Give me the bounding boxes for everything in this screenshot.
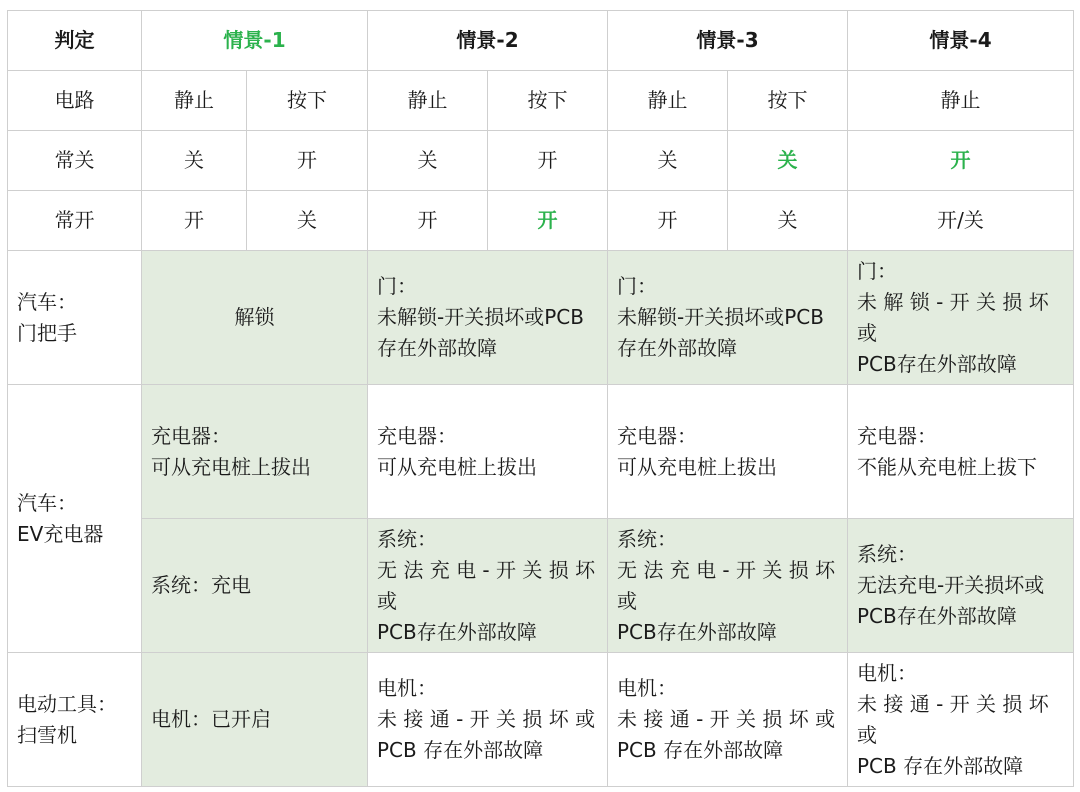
ev-system-s2-line: PCB存在外部故障 — [377, 619, 537, 644]
row-label-nc: 常关 — [8, 131, 142, 191]
nc-cell: 关 — [608, 131, 728, 191]
circuit-cell: 按下 — [247, 71, 368, 131]
car-door-s2-line: 存在外部故障 — [377, 336, 497, 360]
power-tool-s3-line: PCB 存在外部故障 — [617, 738, 784, 762]
header-scenario-1: 情景-1 — [142, 11, 368, 71]
ev-system-s4-line: PCB存在外部故障 — [857, 604, 1017, 628]
no-row — [8, 191, 1074, 251]
circuit-row — [8, 71, 1074, 131]
power-tool-s2 — [368, 653, 608, 787]
ev-charger-s3-line: 充电器： — [617, 423, 697, 448]
ev-charger-s2-line: 充电器： — [377, 423, 457, 448]
ev-system-s4-line: 无法充电-开关损坏或 — [857, 573, 1045, 597]
ev-charger-s2-line: 可从充电桩上拔出 — [377, 454, 537, 479]
car-door-s4-line: 未 解 锁 - 开 关 损 坏 或 — [857, 289, 1049, 345]
ev-charger-row — [8, 385, 1074, 519]
car-door-s1: 解锁 — [142, 251, 368, 385]
ev-system-s2-line: 系统： — [377, 526, 437, 551]
row-label-circuit: 电路 — [8, 71, 142, 131]
power-tool-s1: 电机：已开启 — [142, 653, 368, 787]
car-door-s3-line: 门： — [617, 274, 657, 298]
ev-charger-s1 — [142, 385, 368, 519]
power-tool-s4-line: 电机： — [857, 660, 917, 685]
power-tool-s3-line: 电机： — [617, 676, 677, 700]
car-door-s4-line: PCB存在外部故障 — [857, 351, 1017, 376]
ev-system-row — [8, 519, 1074, 653]
scenario-table-container — [7, 10, 1074, 787]
circuit-cell: 静止 — [142, 71, 247, 131]
car-door-s4 — [848, 251, 1074, 385]
ev-label-line1: 汽车： — [17, 490, 77, 515]
ev-charger-s2 — [368, 385, 608, 519]
scenario-table — [7, 10, 1074, 787]
nc-cell: 开 — [247, 131, 368, 191]
header-scenario-3: 情景-3 — [608, 11, 848, 71]
car-door-label-line2: 门把手 — [17, 320, 77, 345]
row-label-power-tool — [8, 653, 142, 787]
circuit-cell: 静止 — [848, 71, 1074, 131]
power-tool-label-line1: 电动工具： — [17, 691, 117, 716]
nc-cell-highlight: 关 — [728, 131, 848, 191]
header-label: 判定 — [8, 11, 142, 71]
nc-cell: 关 — [142, 131, 247, 191]
ev-system-s3 — [608, 519, 848, 653]
row-label-ev-charger — [8, 385, 142, 653]
ev-charger-s1-line: 充电器： — [151, 423, 231, 448]
car-door-s2 — [368, 251, 608, 385]
ev-label-line2: EV充电器 — [17, 521, 104, 546]
car-door-s4-line: 门： — [857, 258, 897, 283]
ev-system-s1: 系统：充电 — [142, 519, 368, 653]
circuit-cell: 静止 — [608, 71, 728, 131]
header-row — [8, 11, 1074, 71]
car-door-s2-line: 未解锁-开关损坏或PCB — [377, 305, 584, 329]
ev-system-s2-line: 无 法 充 电 - 开 关 损 坏 或 — [377, 557, 596, 613]
ev-charger-s4 — [848, 385, 1074, 519]
car-door-row — [8, 251, 1074, 385]
no-cell: 关 — [728, 191, 848, 251]
ev-charger-s4-line: 不能从充电桩上拔下 — [857, 454, 1037, 479]
circuit-cell: 按下 — [488, 71, 608, 131]
no-cell: 开/关 — [848, 191, 1074, 251]
power-tool-s2-line: 电机： — [377, 676, 437, 700]
ev-charger-s3 — [608, 385, 848, 519]
power-tool-row — [8, 653, 1074, 787]
ev-system-s4-line: 系统： — [857, 542, 917, 566]
no-cell: 关 — [247, 191, 368, 251]
car-door-s3-line: 未解锁-开关损坏或PCB — [617, 305, 824, 329]
car-door-s2-line: 门： — [377, 274, 417, 298]
ev-charger-s3-line: 可从充电桩上拔出 — [617, 454, 777, 479]
power-tool-s3-line: 未 接 通 - 开 关 损 坏 或 — [617, 707, 836, 731]
row-label-car-door — [8, 251, 142, 385]
ev-system-s3-line: 系统： — [617, 526, 677, 551]
car-door-s3 — [608, 251, 848, 385]
power-tool-s3 — [608, 653, 848, 787]
ev-system-s3-line: 无 法 充 电 - 开 关 损 坏 或 — [617, 557, 836, 613]
car-door-label-line1: 汽车： — [17, 289, 77, 314]
header-scenario-2: 情景-2 — [368, 11, 608, 71]
nc-cell: 开 — [488, 131, 608, 191]
ev-system-s4 — [848, 519, 1074, 653]
circuit-cell: 静止 — [368, 71, 488, 131]
power-tool-s4-line: PCB 存在外部故障 — [857, 753, 1024, 778]
nc-cell: 关 — [368, 131, 488, 191]
power-tool-label-line2: 扫雪机 — [17, 722, 77, 747]
no-cell: 开 — [368, 191, 488, 251]
row-label-no: 常开 — [8, 191, 142, 251]
ev-system-s2 — [368, 519, 608, 653]
ev-charger-s1-line: 可从充电桩上拔出 — [151, 454, 311, 479]
no-cell: 开 — [142, 191, 247, 251]
ev-system-s3-line: PCB存在外部故障 — [617, 619, 777, 644]
car-door-s3-line: 存在外部故障 — [617, 336, 737, 360]
power-tool-s4 — [848, 653, 1074, 787]
ev-charger-s4-line: 充电器： — [857, 423, 937, 448]
nc-row — [8, 131, 1074, 191]
power-tool-s2-line: PCB 存在外部故障 — [377, 738, 544, 762]
power-tool-s2-line: 未 接 通 - 开 关 损 坏 或 — [377, 707, 596, 731]
no-cell: 开 — [608, 191, 728, 251]
nc-cell-highlight: 开 — [848, 131, 1074, 191]
circuit-cell: 按下 — [728, 71, 848, 131]
header-scenario-4: 情景-4 — [848, 11, 1074, 71]
power-tool-s4-line: 未 接 通 - 开 关 损 坏 或 — [857, 691, 1049, 747]
no-cell-highlight: 开 — [488, 191, 608, 251]
